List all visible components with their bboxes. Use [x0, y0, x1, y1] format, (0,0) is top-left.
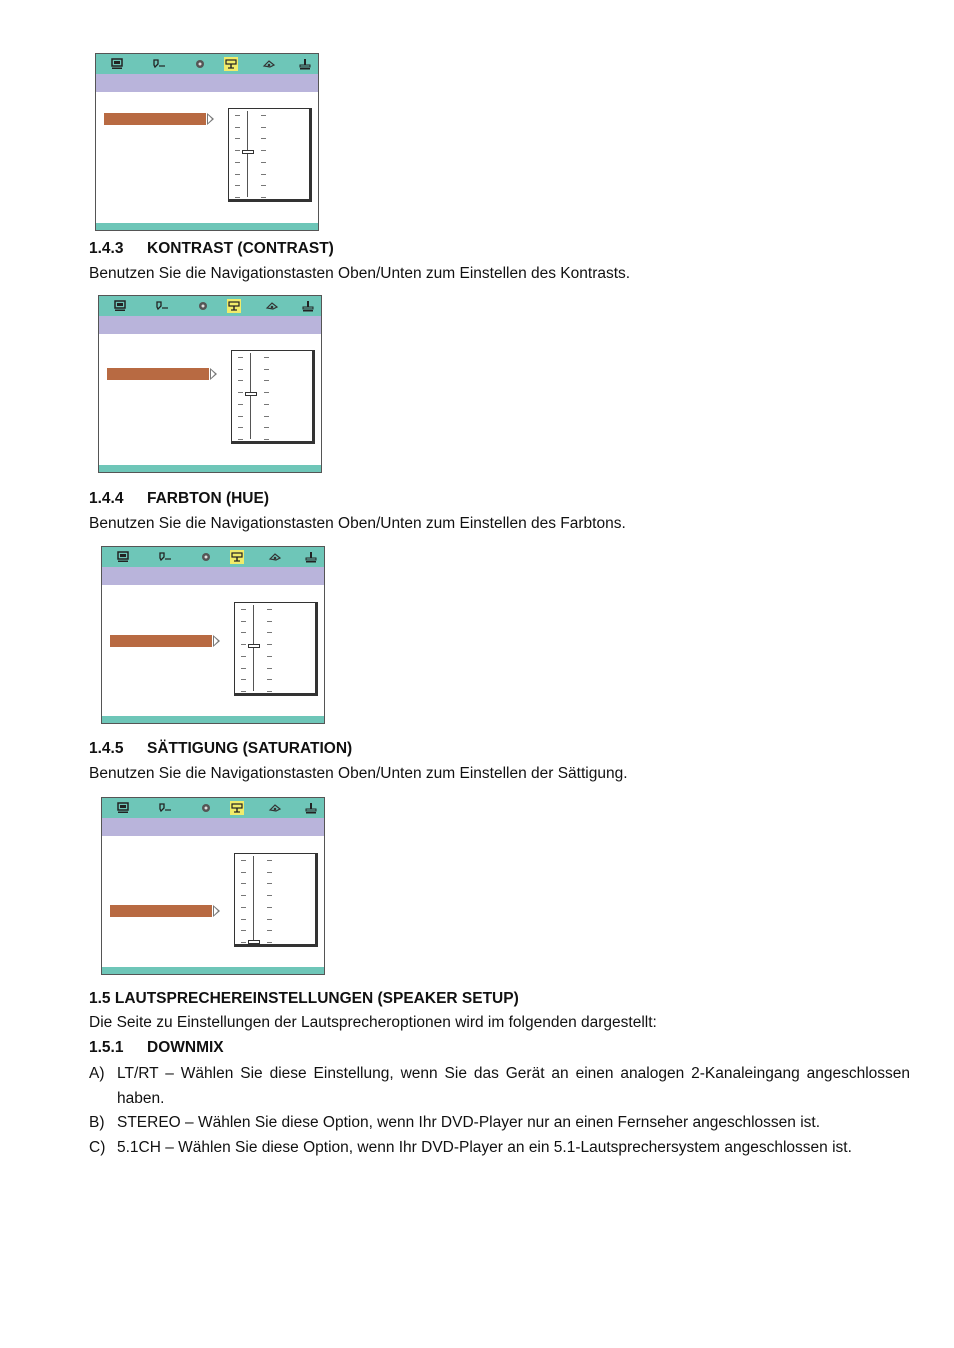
speaker-icon[interactable] [268, 550, 282, 564]
preferences-icon[interactable] [301, 299, 315, 313]
slider-knob[interactable] [242, 150, 254, 154]
osd-slider-box [234, 853, 318, 947]
slider-tick [261, 115, 266, 116]
slider-tick [267, 930, 272, 931]
slider-tick [235, 162, 240, 163]
section-body-hue: Benutzen Sie die Navigationstasten Oben/Unten zum Einstellen des Farbtons. [89, 515, 626, 532]
video-icon[interactable] [224, 57, 238, 71]
slider-tick [235, 138, 240, 139]
tv-setup-icon[interactable] [116, 550, 130, 564]
slider-tick [235, 174, 240, 175]
section-heading-hue: 1.4.4 FARBTON (HUE) [89, 490, 269, 507]
osd-slider-box [228, 108, 312, 202]
slider-tick [235, 150, 240, 151]
osd-slider-box [234, 602, 318, 696]
osd-sub-bar [96, 74, 318, 92]
slider-tick [261, 162, 266, 163]
osd-menu-brightness [95, 53, 319, 231]
slider-tick [238, 404, 243, 405]
osd-selected-item [107, 368, 209, 380]
language-icon[interactable] [158, 801, 172, 815]
osd-footer-bar [99, 465, 321, 472]
osd-icon-bar [102, 798, 324, 818]
slider-tick [238, 357, 243, 358]
slider-tick [241, 919, 246, 920]
slider-tick [261, 127, 266, 128]
slider-tick [238, 392, 243, 393]
slider-tick [267, 656, 272, 657]
preferences-icon[interactable] [298, 57, 312, 71]
slider-track [253, 856, 254, 942]
slider-knob[interactable] [248, 644, 260, 648]
slider-tick [267, 907, 272, 908]
slider-tick [261, 185, 266, 186]
speaker-setup-intro: Die Seite zu Einstellungen der Lautsprecheroptionen wird im folgenden dargestellt: [89, 1014, 657, 1031]
slider-tick [264, 427, 269, 428]
osd-footer-bar [102, 716, 324, 723]
slider-tick [241, 621, 246, 622]
slider-tick [267, 621, 272, 622]
arrow-right-icon [207, 113, 214, 125]
slider-tick [241, 668, 246, 669]
slider-track [253, 605, 254, 691]
audio-icon[interactable] [193, 57, 207, 71]
arrow-right-icon [213, 635, 220, 647]
option-text: Wählen Sie diese Option, wenn Ihr DVD-Player nur an einen Fernseher angeschlossen ist. [197, 1114, 821, 1131]
section-heading-saturation: 1.4.5 SÄTTIGUNG (SATURATION) [89, 740, 353, 757]
slider-tick [241, 609, 246, 610]
slider-tick [264, 369, 269, 370]
slider-tick [241, 860, 246, 861]
slider-tick [264, 392, 269, 393]
tv-setup-icon[interactable] [113, 299, 127, 313]
slider-tick [241, 883, 246, 884]
language-icon[interactable] [152, 57, 166, 71]
slider-tick [235, 127, 240, 128]
slider-tick [238, 439, 243, 440]
arrow-right-icon [213, 905, 220, 917]
osd-icon-bar [99, 296, 321, 316]
slider-tick [267, 860, 272, 861]
section-heading-contrast: 1.4.3 KONTRAST (CONTRAST) [89, 240, 334, 257]
slider-tick [241, 632, 246, 633]
slider-tick [267, 668, 272, 669]
slider-tick [241, 907, 246, 908]
slider-tick [264, 439, 269, 440]
slider-tick [235, 115, 240, 116]
downmix-option-a: A) LT/RT – Wählen Sie diese Einstellung, wenn Sie das Gerät an einen analogen 2-Kanaleingang angeschlossen haben. [89, 1065, 910, 1107]
slider-tick [241, 895, 246, 896]
language-icon[interactable] [158, 550, 172, 564]
preferences-icon[interactable] [304, 550, 318, 564]
section-body-saturation: Benutzen Sie die Navigationstasten Oben/Unten zum Einstellen der Sättigung. [89, 765, 628, 782]
video-icon[interactable] [230, 801, 244, 815]
speaker-icon[interactable] [262, 57, 276, 71]
slider-knob[interactable] [248, 940, 260, 944]
osd-sub-bar [99, 316, 321, 334]
speaker-icon[interactable] [265, 299, 279, 313]
downmix-option-b: B) STEREO – Wählen Sie diese Option, wenn Ihr DVD-Player nur an einen Fernseher angeschlossen ist. [89, 1114, 821, 1131]
slider-tick [241, 942, 246, 943]
tv-setup-icon[interactable] [110, 57, 124, 71]
downmix-heading: 1.5.1 DOWNMIX [89, 1039, 224, 1056]
video-icon[interactable] [230, 550, 244, 564]
language-icon[interactable] [155, 299, 169, 313]
slider-tick [261, 197, 266, 198]
slider-tick [264, 380, 269, 381]
osd-icon-bar [102, 547, 324, 567]
slider-tick [267, 919, 272, 920]
slider-tick [241, 930, 246, 931]
slider-tick [238, 380, 243, 381]
audio-icon[interactable] [196, 299, 210, 313]
option-term: LT/RT – [117, 1065, 181, 1082]
slider-tick [238, 416, 243, 417]
speaker-icon[interactable] [268, 801, 282, 815]
audio-icon[interactable] [199, 550, 213, 564]
slider-tick [241, 872, 246, 873]
osd-menu-contrast [98, 295, 322, 473]
osd-footer-bar [102, 967, 324, 974]
slider-tick [267, 942, 272, 943]
option-term: 5.1CH – [117, 1139, 179, 1156]
downmix-option-c: C) 5.1CH – Wählen Sie diese Option, wenn Ihr DVD-Player an ein 5.1-Lautsprechersystem angeschlossen ist. [89, 1139, 852, 1156]
tv-setup-icon[interactable] [116, 801, 130, 815]
slider-tick [267, 691, 272, 692]
slider-tick [241, 644, 246, 645]
option-text: Wählen Sie diese Option, wenn Ihr DVD-Player an ein 5.1-Lautsprechersystem angeschlossen ist. [178, 1139, 852, 1156]
osd-selected-item [110, 635, 212, 647]
osd-selected-item [104, 113, 206, 125]
osd-icon-bar [96, 54, 318, 74]
slider-knob[interactable] [245, 392, 257, 396]
slider-tick [238, 369, 243, 370]
slider-tick [241, 656, 246, 657]
slider-track [247, 111, 248, 197]
video-icon[interactable] [227, 299, 241, 313]
slider-tick [235, 185, 240, 186]
slider-tick [267, 609, 272, 610]
slider-tick [267, 872, 272, 873]
osd-sub-bar [102, 567, 324, 585]
osd-slider-box [231, 350, 315, 444]
osd-selected-item [110, 905, 212, 917]
osd-footer-bar [96, 223, 318, 230]
slider-tick [267, 895, 272, 896]
slider-tick [241, 679, 246, 680]
slider-tick [261, 138, 266, 139]
option-text: Wählen Sie diese Einstellung, wenn Sie das Gerät an einen analogen 2-Kanaleingang angeschlossen haben. [117, 1065, 910, 1107]
slider-track [250, 353, 251, 439]
slider-tick [261, 174, 266, 175]
slider-tick [235, 197, 240, 198]
preferences-icon[interactable] [304, 801, 318, 815]
osd-menu-hue [101, 546, 325, 724]
slider-tick [267, 883, 272, 884]
option-term: STEREO – [117, 1114, 198, 1131]
slider-tick [267, 632, 272, 633]
slider-tick [241, 691, 246, 692]
audio-icon[interactable] [199, 801, 213, 815]
slider-tick [238, 427, 243, 428]
arrow-right-icon [210, 368, 217, 380]
section-body-contrast: Benutzen Sie die Navigationstasten Oben/Unten zum Einstellen des Kontrasts. [89, 265, 631, 282]
slider-tick [264, 416, 269, 417]
slider-tick [264, 357, 269, 358]
osd-menu-saturation [101, 797, 325, 975]
slider-tick [267, 679, 272, 680]
slider-tick [261, 150, 266, 151]
slider-tick [264, 404, 269, 405]
osd-sub-bar [102, 818, 324, 836]
slider-tick [267, 644, 272, 645]
speaker-setup-heading: 1.5 LAUTSPRECHEREINSTELLUNGEN (SPEAKER SETUP) [89, 990, 519, 1007]
